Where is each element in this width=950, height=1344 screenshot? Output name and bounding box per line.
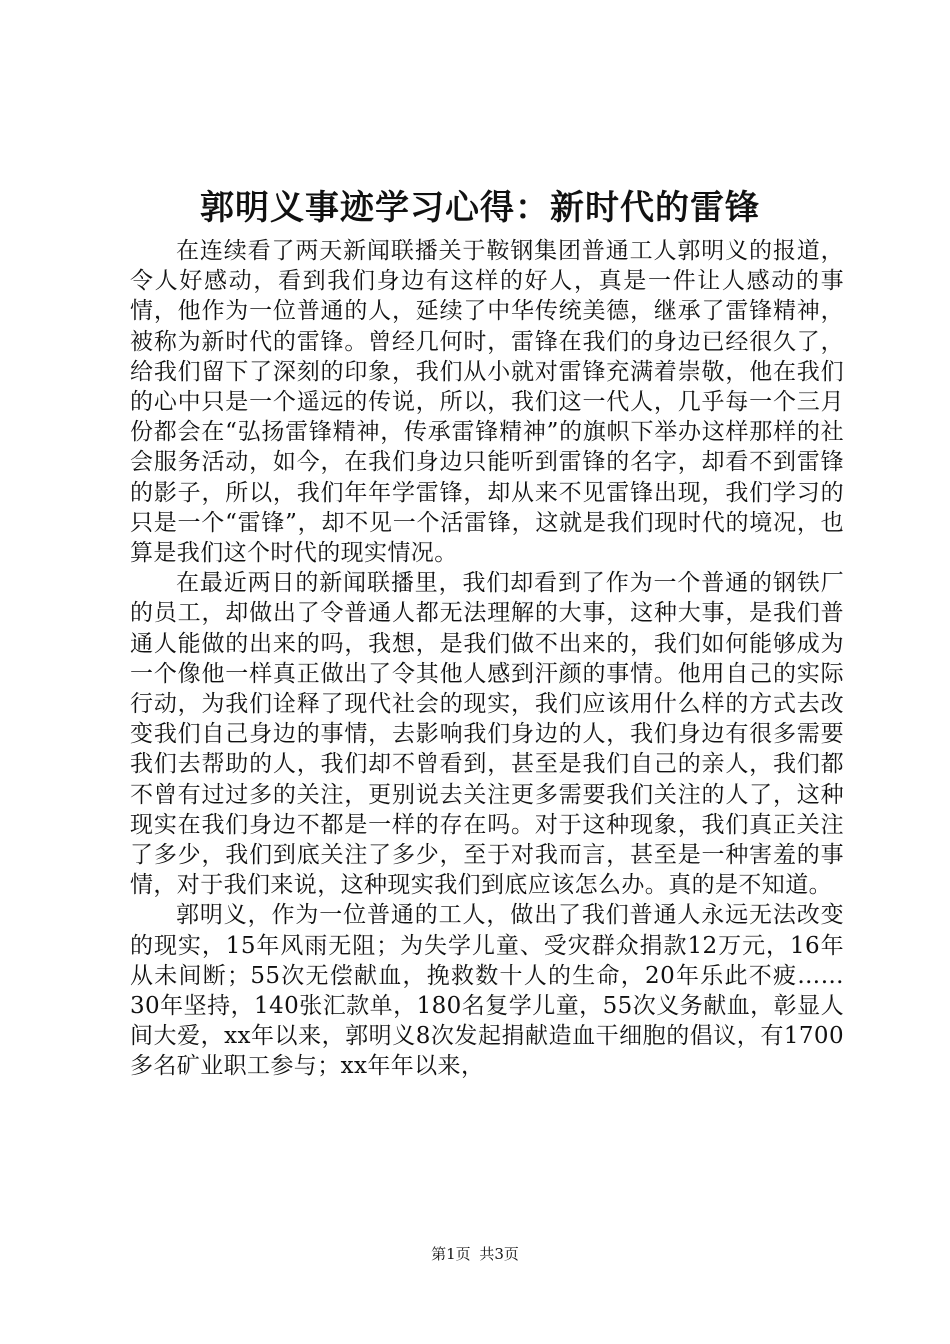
paragraph-1: 在连续看了两天新闻联播关于鞍钢集团普通工人郭明义的报道，令人好感动，看到我们身边有这样的好人，真是一件让人感动的事情，他作为一位普通的人，延续了中华传统美德，继承了雷锋精神，被称为新时代的雷锋。曾经几何时，雷锋在我们的身边已经很久了，给我们留下了深刻的印象，我们从小就对雷锋充满着崇敬，他在我们的心中只是一个遥远的传说，所以，我们这一代人，几乎每一个三月份都会在“弘扬雷锋精神，传承雷锋精神”的旗帜下举办这样那样的社会服务活动，如今，在我们身边只能听到雷锋的名字，却看不到雷锋的影子，所以，我们年年学雷锋，却从来不见雷锋出现，我们学习的只是一个“雷锋”，却不见一个活雷锋，这就是我们现时代的境况，也算是我们这个时代的现实情况。 — [130, 238, 844, 567]
document-body — [130, 236, 844, 1082]
paragraph-2: 在最近两日的新闻联播里，我们却看到了作为一个普通的钢铁厂的员工，却做出了令普通人都无法理解的大事，这种大事，是我们普通人能做的出来的吗，我想，是我们做不出来的，我们如何能够成为一个像他一样真正做出了令其他人感到汗颜的事情。他用自己的实际行动，为我们诠释了现代社会的现实，我们应该用什么样的方式去改变我们自己身边的事情，去影响我们身边的人，我们身边有很多需要我们去帮助的人，我们却不曾看到，甚至是我们自己的亲人，我们都不曾有过过多的关注，更别说去关注更多需要我们关注的人了，这种现实在我们身边不都是一样的存在吗。对于这种现象，我们真正关注了多少，我们到底关注了多少，至于对我而言，甚至是一种害羞的事情，对于我们来说，这种现实我们到底应该怎么办。真的是不知道。 — [130, 570, 844, 899]
page-number: 第1页 — [431, 1245, 471, 1263]
paragraph-3: 郭明义，作为一位普通的工人，做出了我们普通人永远无法改变的现实，15年风雨无阻；为失学儿童、受灾群众捐款12万元，16年从未间断；55次无偿献血，挽救数十人的生命，20年乐此不疲……30年坚持，140张汇款单，180名复学儿童，55次义务献血，彰显人间大爱，xx年以来，郭明义8次发起捐献造血干细胞的倡议，有1700多名矿业职工参与；xx年年以来， — [130, 902, 844, 1080]
page-total: 共3页 — [479, 1245, 519, 1263]
page-title: 郭明义事迹学习心得：新时代的雷锋 — [200, 188, 760, 228]
page-footer — [0, 1244, 950, 1264]
